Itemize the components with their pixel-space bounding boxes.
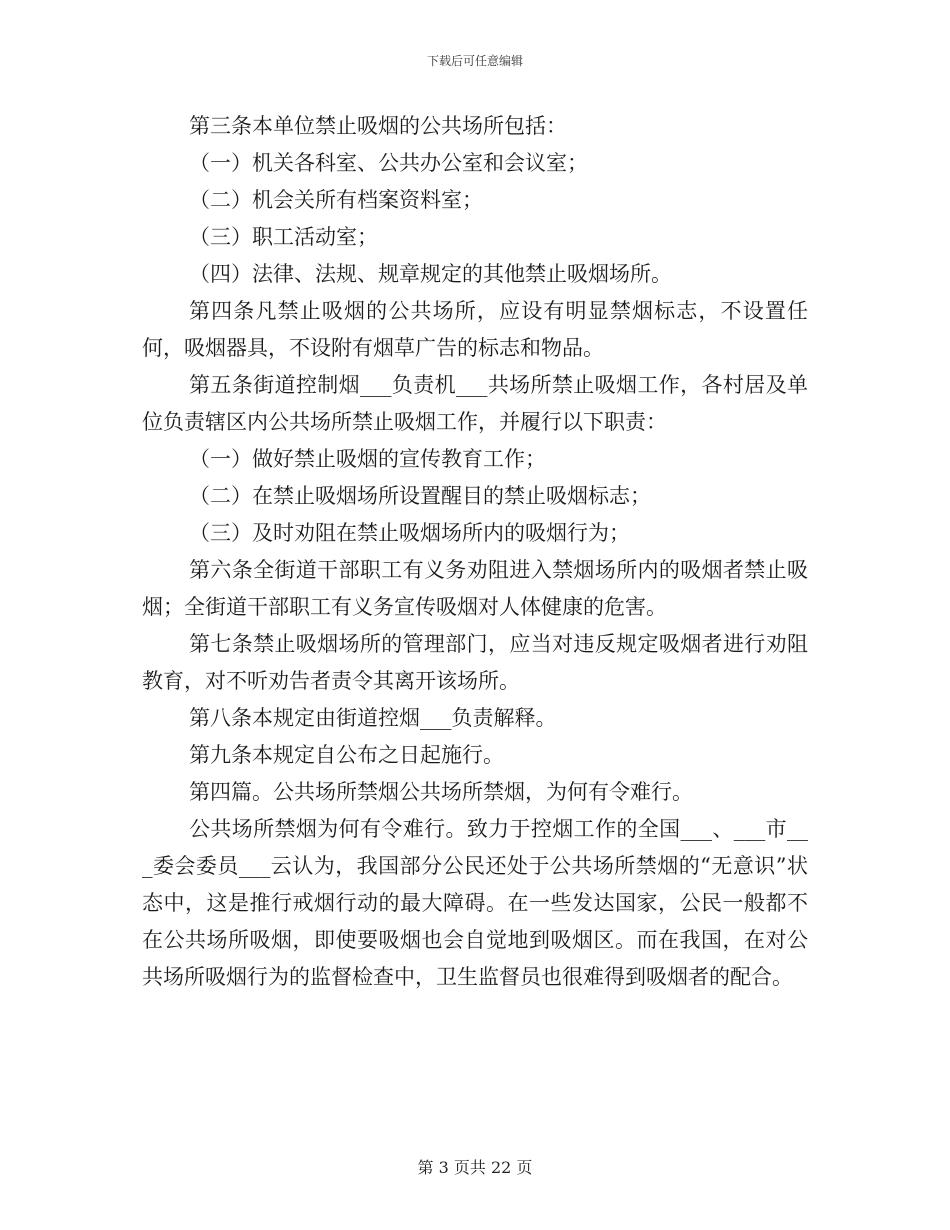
paragraph-duty-1: （一）做好禁止吸烟的宣传教育工作； xyxy=(189,447,546,471)
paragraph-article-9: 第九条本规定自公布之日起施行。 xyxy=(189,743,504,767)
paragraph-item-4: （四）法律、法规、规章规定的其他禁止吸烟场所。 xyxy=(189,262,672,286)
page-footer: 第 3 页共 22 页 xyxy=(417,1158,533,1177)
paragraph-article-6: 第六条全街道干部职工有义务劝阻进入禁烟场所内的吸烟者禁止吸烟；全街道干部职工有义务宣传吸烟对人体健康的危害。 xyxy=(142,558,808,619)
paragraph-article-8: 第八条本规定由街道控烟___负责解释。 xyxy=(189,706,557,730)
paragraph-item-1: （一）机关各科室、公共办公室和会议室； xyxy=(189,151,588,175)
page-header: 下载后可任意编辑 xyxy=(426,54,523,68)
document-body xyxy=(142,108,808,996)
paragraph-article-7: 第七条禁止吸烟场所的管理部门，应当对违反规定吸烟者进行劝阻教育，对不听劝告者责令其离开该场所。 xyxy=(142,632,808,693)
paragraph-item-2: （二）机会关所有档案资料室； xyxy=(189,188,483,212)
paragraph-article-4: 第四条凡禁止吸烟的公共场所，应设有明显禁烟标志，不设置任何，吸烟器具，不设附有烟草广告的标志和物品。 xyxy=(142,299,808,360)
paragraph-item-3: （三）职工活动室； xyxy=(189,225,378,249)
paragraph-duty-2: （二）在禁止吸烟场所设置醒目的禁止吸烟标志； xyxy=(189,484,651,508)
paragraph-section-title: 第四篇。公共场所禁烟公共场所禁烟，为何有令难行。 xyxy=(189,780,693,804)
paragraph-section-body: 公共场所禁烟为何有令难行。致力于控烟工作的全国___、___市___委会委员___云认为，我国部分公民还处于公共场所禁烟的“无意识”状态中，这是推行戒烟行动的最大障碍。在一些发达国家，公民一般都不在公共场所吸烟，即使要吸烟也会自觉地到吸烟区。而在我国，在对公共场所吸烟行为的监督检查中，卫生监督员也很难得到吸烟者的配合。 xyxy=(142,817,808,989)
paragraph-article-5: 第五条街道控制烟___负责机___共场所禁止吸烟工作，各村居及单位负责辖区内公共场所禁止吸烟工作，并履行以下职责： xyxy=(142,373,808,434)
paragraph-article-3: 第三条本单位禁止吸烟的公共场所包括： xyxy=(189,114,567,138)
paragraph-duty-3: （三）及时劝阻在禁止吸烟场所内的吸烟行为； xyxy=(189,521,630,545)
